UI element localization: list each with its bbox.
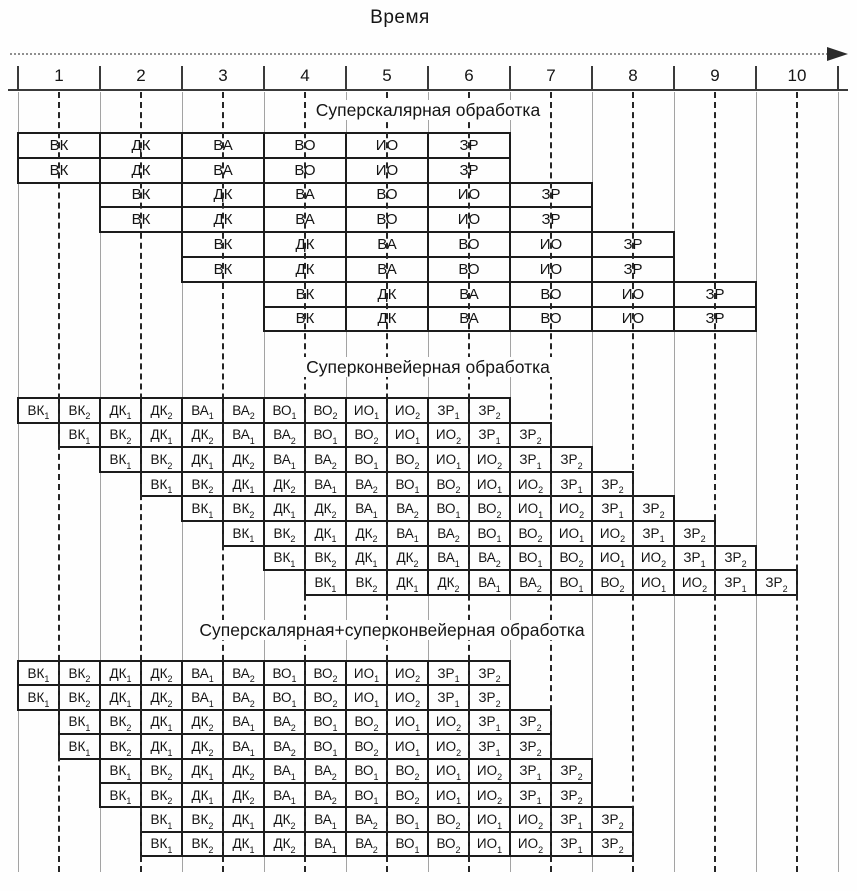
pipeline-stage-label: $ВО_2$ xyxy=(313,665,338,685)
pipeline-stage-label: $ВО_2$ xyxy=(559,550,584,570)
pipeline-stage-label: ЗР xyxy=(459,136,479,154)
pipeline-stage-label: ДК xyxy=(131,161,151,179)
pipeline-stage-label: $ВК_2$ xyxy=(150,451,173,471)
axis-tick-label: 2 xyxy=(136,66,146,85)
pipeline-stage-label: ДК xyxy=(377,310,397,328)
pipeline-stage-label: $ВК_2$ xyxy=(191,812,214,831)
pipeline-stage-label: $ВО_1$ xyxy=(272,690,297,709)
pipeline-stage-label: $ДК_1$ xyxy=(150,427,173,447)
pipeline-stage-label: $ИО_2$ xyxy=(394,690,421,709)
pipeline-stage-label: $ИО_2$ xyxy=(476,763,503,782)
pipeline-stage-label: $ВА_2$ xyxy=(273,738,296,758)
pipeline-stage-label: $ИО_1$ xyxy=(394,427,421,447)
pipeline-stage-label: ИО xyxy=(621,310,645,328)
pipeline-stage-label: $ЗР_2$ xyxy=(560,763,583,782)
pipeline-stage-label: $ИО_2$ xyxy=(394,665,421,685)
section-title-superscalar xyxy=(18,100,838,121)
pipeline-stage-label: $ВК_1$ xyxy=(150,476,173,496)
section-title-combined-text: Суперскалярная+суперконвейерная обработка xyxy=(193,620,590,640)
pipeline-stage-label: $ИО_1$ xyxy=(476,836,503,856)
pipeline-stage-label: $ЗР_1$ xyxy=(683,550,706,570)
pipeline-stage-label: $ДК_2$ xyxy=(396,550,419,570)
pipeline-stage-label: $ВК_2$ xyxy=(191,836,214,856)
pipeline-stage-label: $ВА_2$ xyxy=(355,836,378,856)
pipeline-stage-label: $ВО_2$ xyxy=(477,501,502,520)
pipeline-stage-label: ИО xyxy=(375,161,399,179)
pipeline-stage-label: $ВО_1$ xyxy=(518,550,543,570)
pipeline-stage-label: $ВК_1$ xyxy=(109,451,132,471)
pipeline-stage-label: $ВК_1$ xyxy=(273,550,296,570)
pipeline-stage-label: $ИО_1$ xyxy=(394,714,421,734)
half-column-grid-line xyxy=(386,92,388,872)
pipeline-stage-label: $ИО_2$ xyxy=(435,427,462,447)
pipeline-stage-label: $ДК_1$ xyxy=(232,836,255,856)
pipeline-stage-label: ВК xyxy=(295,310,315,328)
pipeline-stage-label: $ВО_2$ xyxy=(395,451,420,471)
pipeline-stage-label: $ВО_1$ xyxy=(272,665,297,685)
pipeline-stage-label: ИО xyxy=(457,186,481,204)
pipeline-stage-label: $ВК_2$ xyxy=(109,738,132,758)
pipeline-stage-label: $ИО_2$ xyxy=(517,812,544,831)
pipeline-stage-label: $ИО_2$ xyxy=(517,476,544,496)
pipeline-stage-label: ВК xyxy=(131,211,151,229)
axis-tick-label: 10 xyxy=(787,66,807,85)
pipeline-stage-label: $ВА_2$ xyxy=(314,787,337,807)
pipeline-stage-label: ДК xyxy=(295,260,315,278)
pipeline-stage-label: $ВО_2$ xyxy=(518,525,543,545)
pipeline-stage-label: ДК xyxy=(295,236,315,254)
pipeline-stage-label: ИО xyxy=(539,260,563,278)
pipeline-stage-label: $ВА_1$ xyxy=(273,763,296,782)
pipeline-stage-label: ВА xyxy=(459,285,479,303)
pipeline-stage-label: $ДК_1$ xyxy=(191,787,214,807)
half-column-grid-line xyxy=(304,92,306,872)
pipeline-stage-label: $ВК_2$ xyxy=(150,787,173,807)
pipeline-stage-label: $ВО_2$ xyxy=(436,476,461,496)
axis-tick-label: 8 xyxy=(628,66,638,85)
pipeline-stage-label: ВО xyxy=(376,186,398,204)
pipeline-stage-label: $ВА_2$ xyxy=(232,665,255,685)
pipeline-stage-label: $ВО_1$ xyxy=(313,714,338,734)
pipeline-stage-label: $ВО_1$ xyxy=(477,525,502,545)
pipeline-stage-label: $ВА_2$ xyxy=(519,574,542,594)
pipeline-stage-label: $ДК_2$ xyxy=(232,763,255,782)
axis-tick-label: 3 xyxy=(218,66,228,85)
pipeline-stage-label: $ВО_1$ xyxy=(272,402,297,422)
pipeline-stage-label: ВО xyxy=(294,136,316,154)
pipeline-stage-label: $ИО_1$ xyxy=(353,690,380,709)
pipeline-stage-label: $ДК_2$ xyxy=(150,665,173,685)
pipeline-stage-label: $ИО_1$ xyxy=(476,812,503,831)
pipeline-stage-label: $ЗР_2$ xyxy=(560,451,583,471)
pipeline-stage-label: ЗР xyxy=(541,186,561,204)
pipeline-stage-label: $ДК_1$ xyxy=(232,476,255,496)
pipeline-stage-label: $ДК_2$ xyxy=(191,714,214,734)
pipeline-stage-label: $ИО_1$ xyxy=(517,501,544,520)
pipeline-stage-label: $ИО_2$ xyxy=(476,787,503,807)
axis-tick-label: 5 xyxy=(382,66,392,85)
axis-tick-label: 9 xyxy=(710,66,720,85)
pipeline-stage-label: $ВО_2$ xyxy=(354,427,379,447)
pipeline-stage-label: $ЗР_1$ xyxy=(560,836,583,856)
pipeline-stage-label: $ЗР_2$ xyxy=(519,427,542,447)
pipeline-stage-label: $ДК_2$ xyxy=(150,690,173,709)
half-column-grid-line xyxy=(222,92,224,872)
pipeline-stage-label: $ВК_2$ xyxy=(68,665,91,685)
pipeline-stage-label: $ВК_1$ xyxy=(314,574,337,594)
pipeline-stage-label: ИО xyxy=(539,236,563,254)
pipeline-stage-label: $ВО_1$ xyxy=(559,574,584,594)
axis-tick-label: 7 xyxy=(546,66,556,85)
pipeline-stage-label: $ВО_1$ xyxy=(395,476,420,496)
pipeline-stage-label: $ВА_2$ xyxy=(273,427,296,447)
pipeline-stage-label: ЗР xyxy=(459,161,479,179)
pipeline-stage-label: $ВА_2$ xyxy=(437,525,460,545)
pipeline-stage-label: $ВО_2$ xyxy=(313,690,338,709)
pipeline-stage-label: $ВК_1$ xyxy=(68,714,91,734)
pipeline-stage-label: $ВО_2$ xyxy=(354,738,379,758)
pipeline-stage-label: $ДК_2$ xyxy=(191,427,214,447)
section-title-superpipelined xyxy=(18,357,838,378)
pipeline-stage-label: $ВК_2$ xyxy=(150,763,173,782)
pipeline-stage-label: $ЗР_2$ xyxy=(765,574,788,594)
pipeline-stage-label: $ВА_1$ xyxy=(396,525,419,545)
pipeline-stage-label: ВК xyxy=(131,186,151,204)
pipeline-stage-label: $ИО_1$ xyxy=(435,451,462,471)
pipeline-stage-label: $ДК_2$ xyxy=(273,476,296,496)
half-column-grid-line xyxy=(714,92,716,872)
pipeline-stage-label: $ВО_1$ xyxy=(436,501,461,520)
pipeline-stage-label: $ЗР_1$ xyxy=(478,427,501,447)
pipeline-stage-label: $ИО_1$ xyxy=(476,476,503,496)
pipeline-stage-label: $ИО_2$ xyxy=(558,501,585,520)
half-column-grid-line xyxy=(58,92,60,872)
pipeline-stage-label: $ВО_2$ xyxy=(395,763,420,782)
pipeline-stage-label: $ВА_1$ xyxy=(232,738,255,758)
pipeline-stage-label: $ДК_1$ xyxy=(232,812,255,831)
pipeline-stage-label: ДК xyxy=(213,186,233,204)
pipeline-stage-label: $ДК_2$ xyxy=(232,451,255,471)
pipeline-stage-label: $ДК_1$ xyxy=(396,574,419,594)
pipeline-stage-label: $ДК_2$ xyxy=(232,787,255,807)
pipeline-stage-label: $ВО_2$ xyxy=(436,812,461,831)
pipeline-stage-label: ВК xyxy=(49,161,69,179)
pipeline-stage-label: $ИО_1$ xyxy=(435,787,462,807)
pipeline-stage-label: $ВА_2$ xyxy=(232,402,255,422)
pipeline-stage-label: $ДК_1$ xyxy=(150,738,173,758)
pipeline-stage-label: $ВА_1$ xyxy=(314,812,337,831)
pipeline-stage-label: $ВО_2$ xyxy=(313,402,338,422)
pipeline-stage-label: $ВА_1$ xyxy=(232,427,255,447)
section-title-combined xyxy=(0,620,784,641)
pipeline-stage-label: $ВА_2$ xyxy=(232,690,255,709)
pipeline-stage-label: $ИО_2$ xyxy=(640,550,667,570)
half-column-grid-line xyxy=(468,92,470,872)
pipeline-stage-label: $ВК_2$ xyxy=(68,690,91,709)
pipeline-stage-label: ВК xyxy=(49,136,69,154)
pipeline-stage-label: ИО xyxy=(457,211,481,229)
pipeline-stage-label: $ДК_2$ xyxy=(191,738,214,758)
pipeline-stage-label: $ДК_2$ xyxy=(437,574,460,594)
pipeline-stage-label: $ЗР_1$ xyxy=(519,763,542,782)
pipeline-stage-label: $ВК_1$ xyxy=(68,738,91,758)
pipeline-stage-label: $ВА_2$ xyxy=(355,812,378,831)
pipeline-stage-label: $ИО_2$ xyxy=(517,836,544,856)
pipeline-stage-label: $ВА_2$ xyxy=(396,501,419,520)
pipeline-stage-label: $ЗР_2$ xyxy=(560,787,583,807)
pipeline-stage-label: $ВА_1$ xyxy=(478,574,501,594)
pipeline-stage-label: ВА xyxy=(213,161,233,179)
pipeline-stage-label: $ЗР_1$ xyxy=(560,476,583,496)
axis-tick-label: 4 xyxy=(300,66,310,85)
pipeline-stage-label: $ЗР_1$ xyxy=(437,665,460,685)
pipeline-stage-label: $ИО_2$ xyxy=(599,525,626,545)
pipeline-stage-label: ВА xyxy=(377,260,397,278)
pipeline-stage-label: $ВА_1$ xyxy=(355,501,378,520)
pipeline-stage-label: $ВО_1$ xyxy=(313,738,338,758)
pipeline-stage-label: $ВО_2$ xyxy=(354,714,379,734)
pipeline-stage-label: $ВА_1$ xyxy=(437,550,460,570)
pipeline-stage-label: ИО xyxy=(375,136,399,154)
pipeline-stage-label: $ВА_1$ xyxy=(232,714,255,734)
pipeline-stage-label: $ВА_1$ xyxy=(191,665,214,685)
pipeline-stage-label: $ЗР_1$ xyxy=(478,714,501,734)
pipeline-stage-label: $ВК_1$ xyxy=(191,501,214,520)
half-column-grid-line xyxy=(550,92,552,872)
axis-tick-label: 6 xyxy=(464,66,474,85)
pipeline-stage-label: ВО xyxy=(540,285,562,303)
pipeline-stage-label: ЗР xyxy=(541,211,561,229)
pipeline-stage-label: ДК xyxy=(377,285,397,303)
pipeline-stage-label: ИО xyxy=(621,285,645,303)
pipeline-stage-label: ВК xyxy=(295,285,315,303)
pipeline-stage-label: $ВО_1$ xyxy=(354,787,379,807)
pipeline-stage-label: $ИО_2$ xyxy=(394,402,421,422)
pipeline-stage-label: $ВА_1$ xyxy=(314,836,337,856)
pipeline-stage-label: $ЗР_1$ xyxy=(560,812,583,831)
time-axis-title: Время xyxy=(370,7,430,28)
pipeline-stage-label: $ИО_1$ xyxy=(353,665,380,685)
pipeline-stage-label: $ИО_2$ xyxy=(476,451,503,471)
pipeline-stage-label: $ВО_2$ xyxy=(395,787,420,807)
pipeline-stage-label: ВО xyxy=(540,310,562,328)
pipeline-stage-label: $ЗР_1$ xyxy=(519,451,542,471)
pipeline-stage-label: ВА xyxy=(295,186,315,204)
pipeline-stage-label: $ДК_1$ xyxy=(355,550,378,570)
pipeline-stage-label: ЗР xyxy=(623,236,643,254)
pipeline-stage-label: $ВК_2$ xyxy=(232,501,255,520)
pipeline-stage-label: ВК xyxy=(213,236,233,254)
pipeline-stage-label: $ИО_2$ xyxy=(435,738,462,758)
pipeline-stage-label: $ВК_2$ xyxy=(273,525,296,545)
pipeline-stage-label: $ВК_2$ xyxy=(68,402,91,422)
pipeline-stage-label: $ДК_2$ xyxy=(150,402,173,422)
pipeline-stage-label: $ВА_1$ xyxy=(273,787,296,807)
pipeline-stage-label: $ЗР_1$ xyxy=(478,738,501,758)
pipeline-stage-label: $ДК_1$ xyxy=(273,501,296,520)
pipeline-stage-label: $ЗР_2$ xyxy=(683,525,706,545)
pipeline-stage-label: $ИО_2$ xyxy=(435,714,462,734)
pipeline-stage-label: $ЗР_2$ xyxy=(724,550,747,570)
pipeline-stage-label: $ВО_1$ xyxy=(354,451,379,471)
pipeline-stage-label: $ДК_1$ xyxy=(314,525,337,545)
pipeline-stage-label: $ВО_1$ xyxy=(354,763,379,782)
pipeline-stage-label: $ЗР_2$ xyxy=(642,501,665,520)
pipeline-stage-label: ЗР xyxy=(705,285,725,303)
pipeline-stage-label: $ВА_2$ xyxy=(273,714,296,734)
pipeline-stage-label: $ДК_1$ xyxy=(109,665,132,685)
half-column-grid-line xyxy=(140,92,142,872)
pipeline-stage-label: $ВО_2$ xyxy=(436,836,461,856)
pipeline-stage-label: $ВК_2$ xyxy=(191,476,214,496)
pipeline-stage-label: $ЗР_2$ xyxy=(478,665,501,685)
pipeline-stage-label: $ЗР_2$ xyxy=(601,836,624,856)
pipeline-stage-label: $ЗР_2$ xyxy=(478,402,501,422)
pipeline-stage-label: $ИО_1$ xyxy=(435,763,462,782)
pipeline-stage-label: $ВК_1$ xyxy=(27,665,50,685)
pipeline-stage-label: $ЗР_1$ xyxy=(437,402,460,422)
pipeline-stage-label: $ВА_2$ xyxy=(478,550,501,570)
pipeline-stage-label: $ЗР_2$ xyxy=(519,738,542,758)
pipeline-stage-label: $ЗР_1$ xyxy=(724,574,747,594)
pipeline-stage-label: $ВК_1$ xyxy=(109,763,132,782)
pipeline-stage-label: $ЗР_1$ xyxy=(642,525,665,545)
pipeline-stage-label: $ДК_1$ xyxy=(191,763,214,782)
pipeline-stage-label: ВК xyxy=(213,260,233,278)
pipeline-stage-label: $ИО_1$ xyxy=(394,738,421,758)
pipeline-stage-label: $ЗР_1$ xyxy=(437,690,460,709)
pipeline-stage-label: ВА xyxy=(459,310,479,328)
pipeline-stage-label: $ВА_2$ xyxy=(314,451,337,471)
pipeline-stage-label: $ДК_1$ xyxy=(191,451,214,471)
section-title-superpipelined-text: Суперконвейерная обработка xyxy=(300,357,556,377)
half-column-grid-line xyxy=(796,92,798,872)
pipeline-stage-label: ДК xyxy=(131,136,151,154)
pipeline-stage-label: $ДК_1$ xyxy=(109,690,132,709)
pipeline-stage-label: $ИО_1$ xyxy=(353,402,380,422)
pipeline-stage-label: ВО xyxy=(458,236,480,254)
pipeline-stage-label: $ВК_2$ xyxy=(355,574,378,594)
pipeline-stage-label: ВА xyxy=(213,136,233,154)
pipeline-stage-label: $ДК_2$ xyxy=(355,525,378,545)
pipeline-stage-label: ВО xyxy=(294,161,316,179)
pipeline-stage-label: $ИО_1$ xyxy=(599,550,626,570)
pipeline-stage-label: $ВА_2$ xyxy=(314,763,337,782)
pipeline-stage-label: ЗР xyxy=(623,260,643,278)
pipeline-stage-label: $ИО_1$ xyxy=(640,574,667,594)
pipeline-stage-label: $ЗР_2$ xyxy=(519,714,542,734)
pipeline-stage-label: $ЗР_2$ xyxy=(601,812,624,831)
pipeline-stage-label: $ВК_2$ xyxy=(109,714,132,734)
half-column-grid-line xyxy=(632,92,634,872)
pipeline-stage-label: $ДК_2$ xyxy=(314,501,337,520)
pipeline-stage-label: $ЗР_1$ xyxy=(519,787,542,807)
pipeline-stage-label: $ВО_1$ xyxy=(313,427,338,447)
pipeline-stage-label: $ВО_1$ xyxy=(395,836,420,856)
pipeline-stage-label: $ВК_2$ xyxy=(314,550,337,570)
pipeline-stage-label: $ВА_1$ xyxy=(314,476,337,496)
pipeline-stage-label: $ДК_1$ xyxy=(109,402,132,422)
axis-tick-label: 1 xyxy=(54,66,64,85)
pipeline-stage-label: $ВА_1$ xyxy=(191,402,214,422)
pipeline-stage-label: $ВК_1$ xyxy=(68,427,91,447)
pipeline-stage-label: $ВК_1$ xyxy=(109,787,132,807)
pipeline-stage-label: $ВК_1$ xyxy=(232,525,255,545)
pipeline-stage-label: $ИО_2$ xyxy=(681,574,708,594)
pipeline-stage-label: $ДК_2$ xyxy=(273,836,296,856)
pipeline-stage-label: $ВК_1$ xyxy=(150,812,173,831)
pipeline-stage-label: $ВА_1$ xyxy=(191,690,214,709)
pipeline-stage-label: $ВО_2$ xyxy=(600,574,625,594)
pipeline-stage-label: ЗР xyxy=(705,310,725,328)
pipeline-stage-label: $ВК_2$ xyxy=(109,427,132,447)
pipeline-stage-label: $ИО_1$ xyxy=(558,525,585,545)
pipeline-stage-label: ВА xyxy=(295,211,315,229)
pipeline-stage-label: ДК xyxy=(213,211,233,229)
pipeline-stage-label: ВО xyxy=(376,211,398,229)
section-title-superscalar-text: Суперскалярная обработка xyxy=(310,100,546,120)
pipeline-stage-label: ВО xyxy=(458,260,480,278)
pipeline-stage-label: $ЗР_2$ xyxy=(478,690,501,709)
pipeline-stage-label: $ЗР_1$ xyxy=(601,501,624,520)
pipeline-stage-label: $ВК_1$ xyxy=(27,690,50,709)
pipeline-stage-label: $ВК_1$ xyxy=(150,836,173,856)
pipeline-stage-label: $ВА_2$ xyxy=(355,476,378,496)
pipeline-stage-label: $ВА_1$ xyxy=(273,451,296,471)
pipeline-stage-label: $ВО_1$ xyxy=(395,812,420,831)
pipeline-stage-label: $ЗР_2$ xyxy=(601,476,624,496)
pipeline-stage-label: ВА xyxy=(377,236,397,254)
pipeline-stage-label: $ДК_2$ xyxy=(273,812,296,831)
pipeline-stage-label: $ВК_1$ xyxy=(27,402,50,422)
pipeline-stage-label: $ДК_1$ xyxy=(150,714,173,734)
